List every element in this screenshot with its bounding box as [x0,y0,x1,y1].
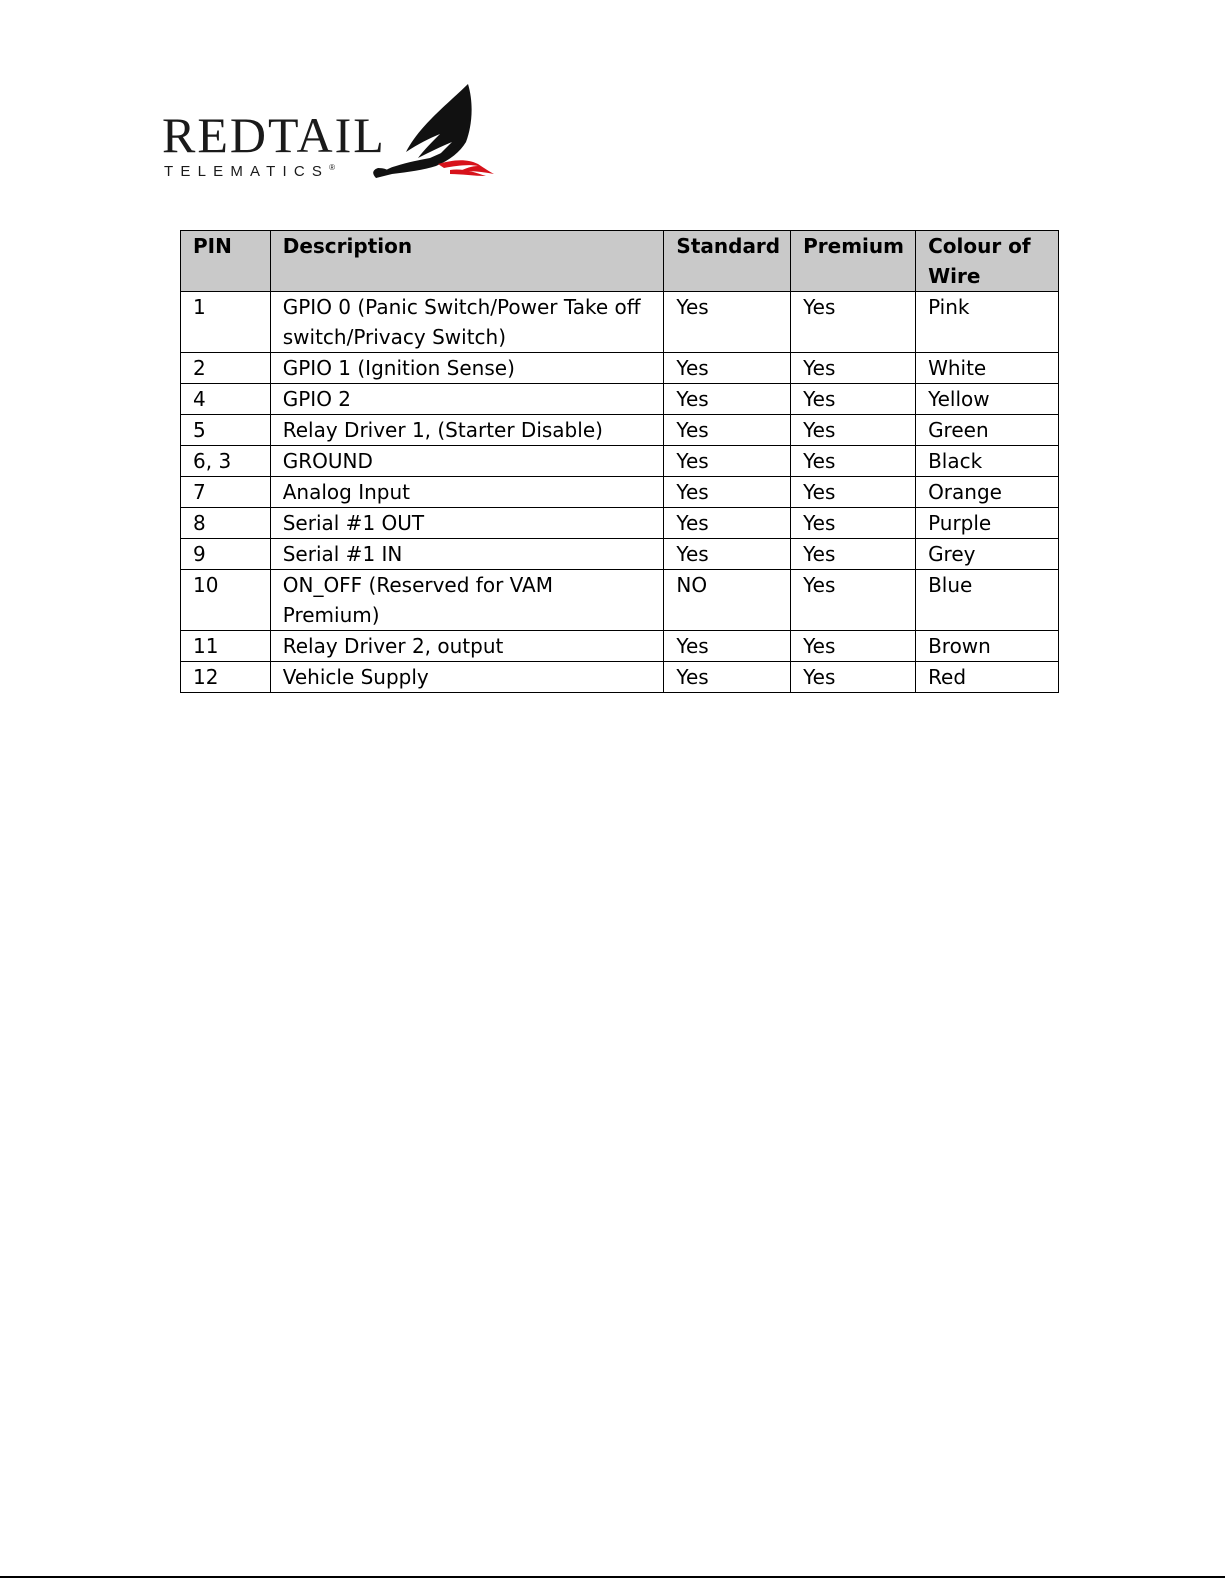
header-pin: PIN [181,231,271,292]
table-body [181,292,1059,693]
standard-cell: Yes [664,477,791,508]
premium-cell: Yes [791,477,916,508]
page-bottom-rule [0,1576,1225,1578]
premium-cell: Yes [791,353,916,384]
header-premium: Premium [791,231,916,292]
pin-cell: 9 [181,539,271,570]
standard-cell: Yes [664,662,791,693]
pin-cell: 10 [181,570,271,631]
wire-colour-cell: Orange [916,477,1059,508]
premium-cell: Yes [791,631,916,662]
description-cell: Serial #1 IN [270,539,664,570]
description-cell: GPIO 2 [270,384,664,415]
table-row [181,477,1059,508]
hawk-icon [368,82,494,182]
pin-cell: 7 [181,477,271,508]
pin-cell: 12 [181,662,271,693]
standard-cell: Yes [664,446,791,477]
pin-cell: 4 [181,384,271,415]
pin-cell: 8 [181,508,271,539]
description-cell: Relay Driver 2, output [270,631,664,662]
table-row [181,508,1059,539]
pin-table [180,230,1059,693]
premium-cell: Yes [791,292,916,353]
pin-cell: 11 [181,631,271,662]
standard-cell: Yes [664,292,791,353]
premium-cell: Yes [791,415,916,446]
description-cell: Relay Driver 1, (Starter Disable) [270,415,664,446]
standard-cell: Yes [664,539,791,570]
table-row [181,446,1059,477]
logo-subtitle-text: TELEMATICS [164,163,330,180]
standard-cell: Yes [664,508,791,539]
standard-cell: Yes [664,353,791,384]
table-row [181,353,1059,384]
wire-colour-cell: White [916,353,1059,384]
table-row [181,570,1059,631]
pin-cell: 1 [181,292,271,353]
header-description: Description [270,231,664,292]
description-cell: Serial #1 OUT [270,508,664,539]
wire-colour-cell: Purple [916,508,1059,539]
wire-colour-cell: Grey [916,539,1059,570]
description-cell: GROUND [270,446,664,477]
logo-subtitle [164,164,335,179]
standard-cell: Yes [664,415,791,446]
table-row [181,292,1059,353]
header-standard: Standard [664,231,791,292]
table-row [181,384,1059,415]
pin-cell: 2 [181,353,271,384]
description-cell: Vehicle Supply [270,662,664,693]
table-row [181,662,1059,693]
description-cell: GPIO 1 (Ignition Sense) [270,353,664,384]
standard-cell: NO [664,570,791,631]
table-row [181,415,1059,446]
description-cell: Analog Input [270,477,664,508]
wire-colour-cell: Red [916,662,1059,693]
logo-wordmark: REDTAIL [162,107,386,163]
company-logo [162,82,492,186]
premium-cell: Yes [791,539,916,570]
description-cell: ON_OFF (Reserved for VAM Premium) [270,570,664,631]
pin-cell: 5 [181,415,271,446]
premium-cell: Yes [791,508,916,539]
table-row [181,631,1059,662]
wire-colour-cell: Yellow [916,384,1059,415]
premium-cell: Yes [791,570,916,631]
premium-cell: Yes [791,662,916,693]
registered-mark: ® [329,163,335,172]
wire-colour-cell: Black [916,446,1059,477]
wire-colour-cell: Pink [916,292,1059,353]
table-row [181,539,1059,570]
premium-cell: Yes [791,446,916,477]
wire-colour-cell: Brown [916,631,1059,662]
pin-cell: 6, 3 [181,446,271,477]
header-colour-of-wire: Colour of Wire [916,231,1059,292]
table-header-row [181,231,1059,292]
premium-cell: Yes [791,384,916,415]
standard-cell: Yes [664,384,791,415]
standard-cell: Yes [664,631,791,662]
wire-colour-cell: Green [916,415,1059,446]
description-cell: GPIO 0 (Panic Switch/Power Take off switch/Privacy Switch) [270,292,664,353]
wire-colour-cell: Blue [916,570,1059,631]
